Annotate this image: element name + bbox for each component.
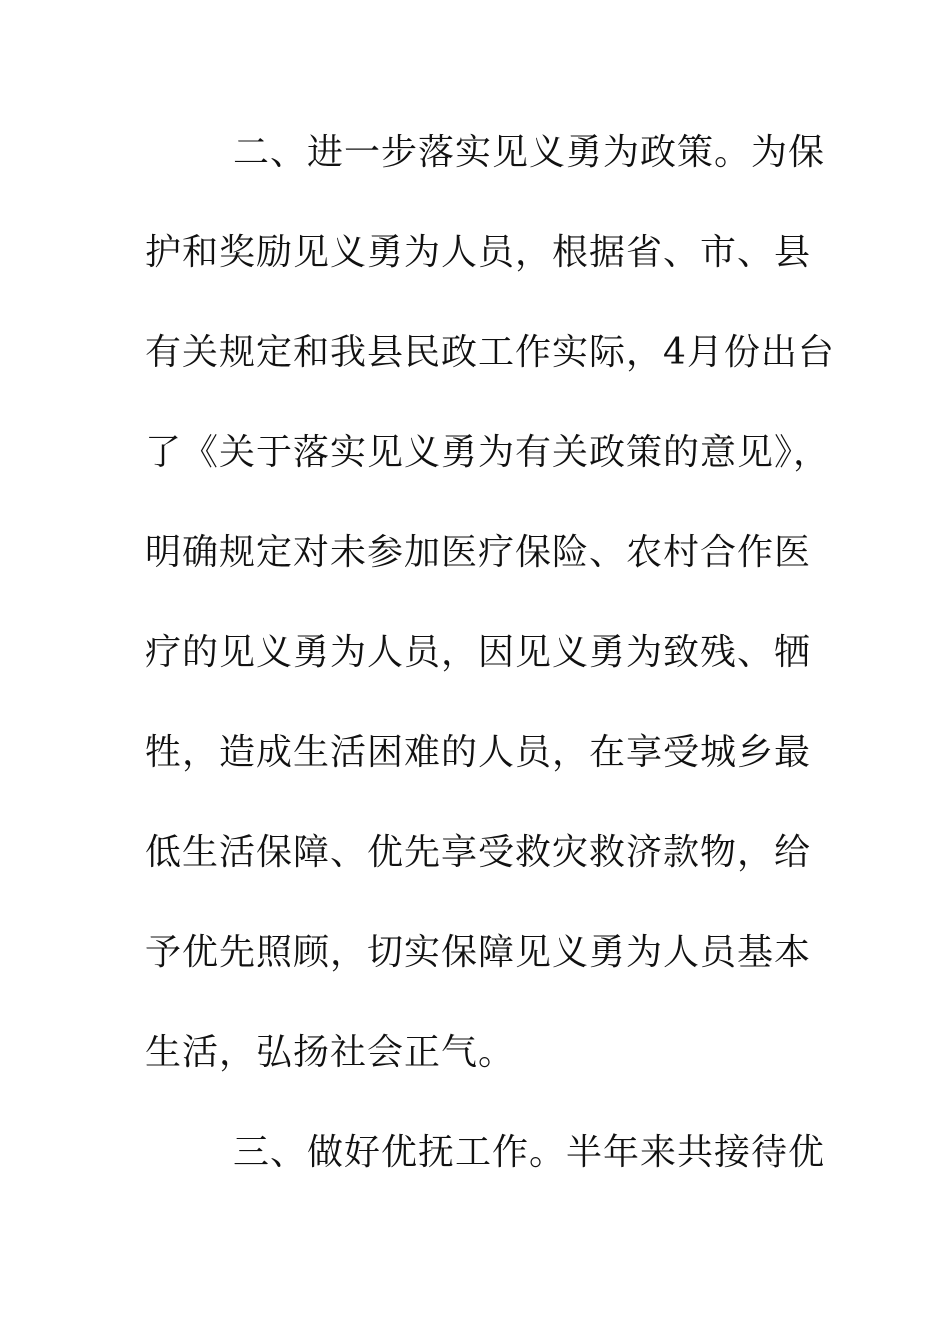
- paragraph-line: 有关规定和我县民政工作实际，4月份出台: [145, 332, 835, 373]
- paragraph-section-2: [145, 125, 835, 1125]
- paragraph-line: 予优先照顾，切实保障见义勇为人员基本: [145, 932, 812, 973]
- document-body: [145, 125, 835, 1225]
- paragraph-line: 三、做好优抚工作。半年来共接待优: [233, 1132, 826, 1173]
- paragraph-line: 牲，造成生活困难的人员，在享受城乡最: [145, 732, 812, 773]
- paragraph-line: 了《关于落实见义勇为有关政策的意见》，: [145, 432, 831, 473]
- paragraph-line: 护和奖励见义勇为人员，根据省、市、县: [145, 232, 812, 273]
- paragraph-line: 低生活保障、优先享受救灾救济款物，给: [145, 832, 812, 873]
- paragraph-line: 明确规定对未参加医疗保险、农村合作医: [145, 532, 812, 573]
- paragraph-line: 二、进一步落实见义勇为政策。为保: [233, 132, 826, 173]
- paragraph-line: 生活，弘扬社会正气。: [145, 1032, 516, 1073]
- paragraph-line: 疗的见义勇为人员，因见义勇为致残、牺: [145, 632, 812, 673]
- paragraph-section-3: [145, 1125, 826, 1225]
